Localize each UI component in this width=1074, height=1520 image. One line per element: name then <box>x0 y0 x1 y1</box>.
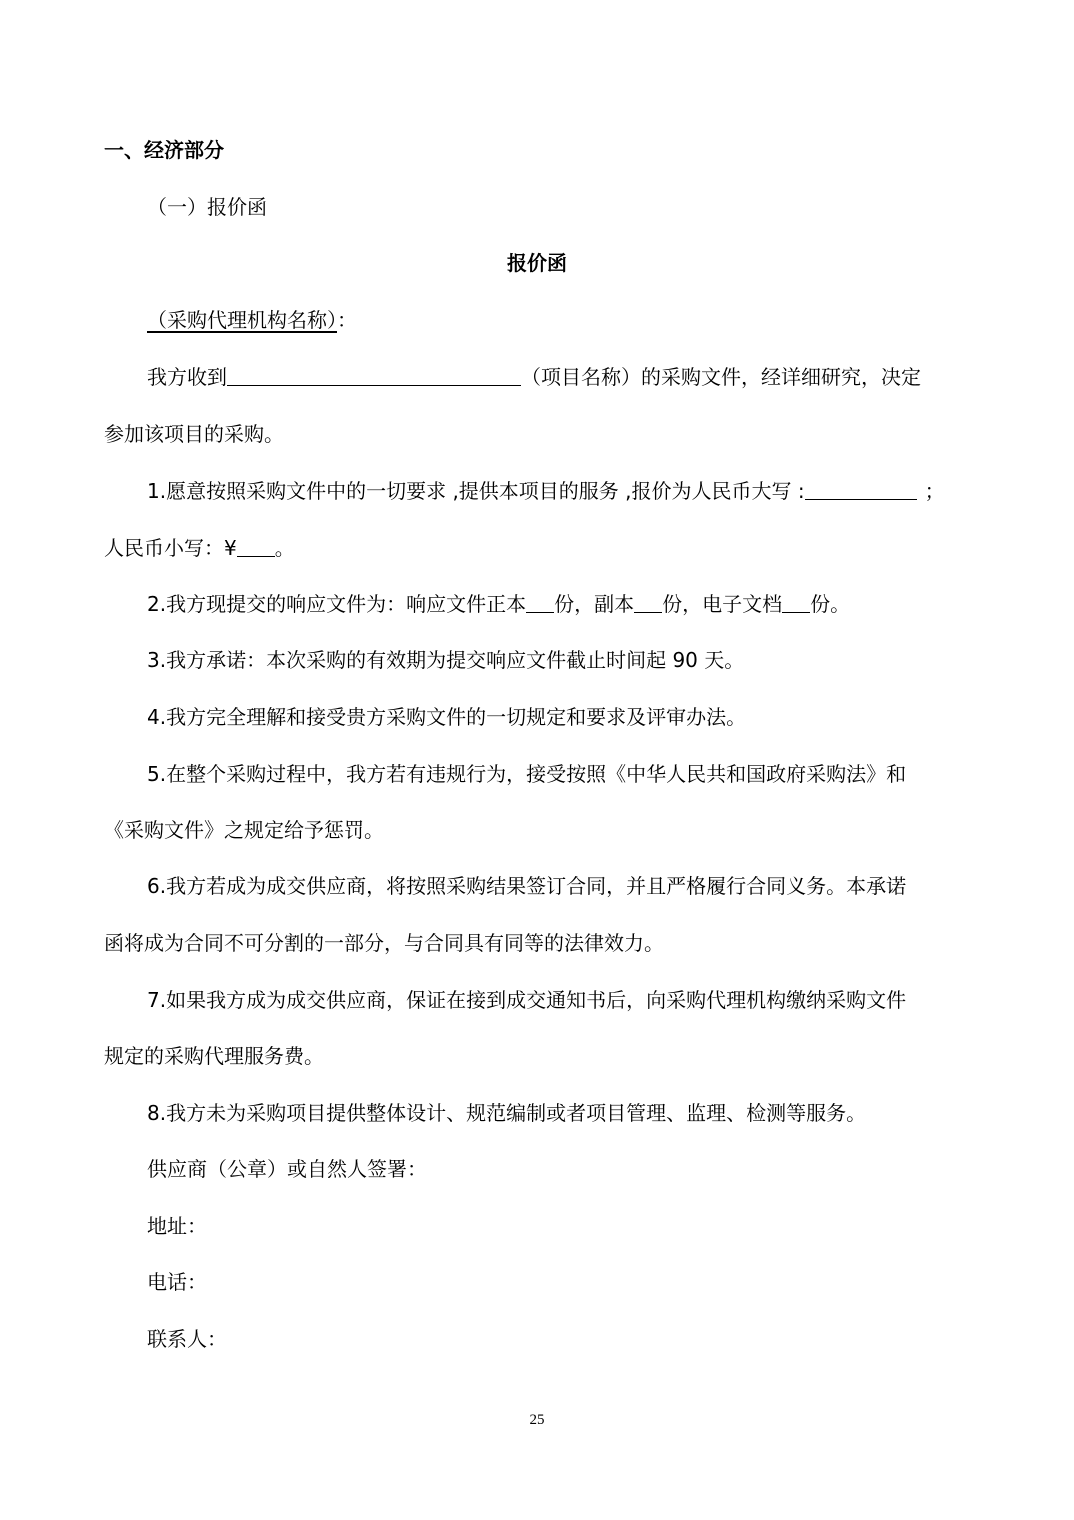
item-2-text-d: 份。 <box>810 592 851 616</box>
item-4: 4.我方完全理解和接受贵方采购文件的一切规定和要求及评审办法。 <box>147 705 747 729</box>
item-5-line-2: 《采购文件》之规定给予惩罚。 <box>104 818 384 842</box>
section-heading: 一、经济部分 <box>104 138 224 162</box>
intro-line-2: 参加该项目的采购。 <box>104 422 284 446</box>
item-1-text-c: 人民币小写：¥ <box>104 536 237 560</box>
item-3: 3.我方承诺：本次采购的有效期为提交响应文件截止时间起 90 天。 <box>147 648 745 672</box>
item-7-line-2: 规定的采购代理服务费。 <box>104 1044 324 1068</box>
item-6-line-1: 6.我方若成为成交供应商，将按照采购结果签订合同，并且严格履行合同义务。本承诺 <box>147 874 907 898</box>
intro-text-a: 我方收到 <box>147 365 227 389</box>
item-2-text-c: 份，电子文档 <box>662 592 783 616</box>
item-1-text-b: ； <box>924 479 945 503</box>
item-8: 8.我方未为采购项目提供整体设计、规范编制或者项目管理、监理、检测等服务。 <box>147 1101 867 1125</box>
electronic-copies-blank[interactable] <box>782 592 810 613</box>
intro-line-1 <box>147 363 921 391</box>
item-2 <box>147 590 850 618</box>
signature-phone: 电话： <box>147 1270 207 1294</box>
item-1-line-1 <box>147 477 945 505</box>
item-1-line-2 <box>104 534 295 562</box>
project-name-blank[interactable] <box>227 365 521 386</box>
addressee-name: （采购代理机构名称） <box>147 308 337 332</box>
original-copies-blank[interactable] <box>526 592 554 613</box>
item-2-text-a: 2.我方现提交的响应文件为：响应文件正本 <box>147 592 527 616</box>
intro-text-b: （项目名称）的采购文件，经详细研究，决定 <box>521 365 921 389</box>
item-1-text-a: 1.愿意按照采购文件中的一切要求 ,提供本项目的服务 ,报价为人民币大写 : <box>147 479 805 503</box>
item-1-text-d: 。 <box>274 536 295 560</box>
page-number: 25 <box>529 1412 545 1428</box>
sub-heading: （一）报价函 <box>147 195 267 219</box>
addressee-line <box>147 306 357 334</box>
item-6-line-2: 函将成为合同不可分割的一部分，与合同具有同等的法律效力。 <box>104 931 664 955</box>
document-title: 报价函 <box>507 251 567 275</box>
signature-contact: 联系人： <box>147 1327 227 1351</box>
price-figures-blank[interactable] <box>237 536 275 557</box>
price-words-blank[interactable] <box>805 479 917 500</box>
signature-address: 地址： <box>147 1214 207 1238</box>
addressee-colon: ： <box>337 308 357 332</box>
duplicate-copies-blank[interactable] <box>634 592 662 613</box>
signature-supplier: 供应商（公章）或自然人签署： <box>147 1157 427 1181</box>
item-2-text-b: 份，副本 <box>554 592 635 616</box>
item-7-line-1: 7.如果我方成为成交供应商，保证在接到成交通知书后，向采购代理机构缴纳采购文件 <box>147 988 907 1012</box>
item-5-line-1: 5.在整个采购过程中，我方若有违规行为，接受按照《中华人民共和国政府采购法》和 <box>147 762 907 786</box>
